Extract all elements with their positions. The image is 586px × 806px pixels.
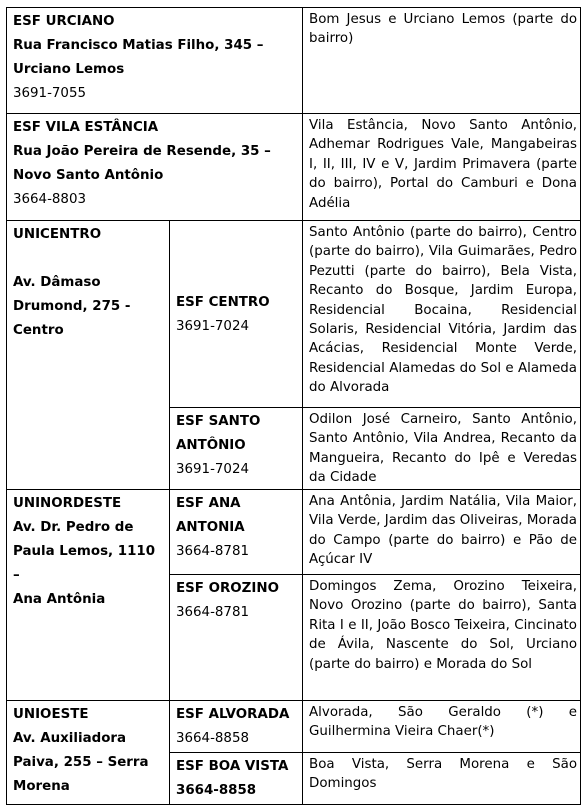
unit-cell-vila-estancia (7, 114, 303, 221)
unit-address-line1: Rua Francisco Matias Filho, 345 – (13, 38, 264, 53)
coverage-text: Domingos Zema, Orozino Teixeira, Novo Orozino (parte do bairro), Santa Rita I e II, João Bosco Teixeira, Cincinato de Ávila, Nascente do Sol, Urciano (parte do bairro) e Morada do Sol (309, 579, 578, 672)
coverage-text: Bom Jesus e Urciano Lemos (parte do bairro) (309, 12, 578, 47)
team-name-line1: ESF SANTO (176, 414, 261, 429)
table-row-vila-estancia (7, 114, 581, 221)
coverage-text: Ana Antônia, Jardim Natália, Vila Maior, Vila Verde, Jardim das Oliveiras, Morada do Campo (parte do bairro) e Pão de Açúcar IV (309, 494, 578, 568)
unit-address-line2: Drumond, 275 - (13, 299, 131, 314)
team-phone: 3664-8781 (176, 544, 249, 559)
coverage-cell-centro (303, 221, 581, 408)
team-name: ESF CENTRO (176, 294, 270, 310)
coverage-text: Vila Estância, Novo Santo Antônio, Adhemar Rodrigues Vale, Mangabeiras I, II, III, IV e V, Jardim Primavera (parte do bairro), Portal do Camburi e Dona Adélia (309, 118, 578, 211)
team-cell-centro (170, 221, 303, 408)
unit-name: ESF VILA ESTÂNCIA (13, 120, 159, 135)
unit-name: ESF URCIANO (13, 14, 115, 29)
team-phone: 3664-8858 (176, 783, 257, 798)
unit-address-line3: Centro (13, 323, 64, 338)
unit-address-line1: Av. Auxiliadora (13, 731, 127, 746)
coverage-cell-alvorada (303, 701, 581, 753)
unit-address-line2: Urciano Lemos (13, 62, 125, 77)
unit-cell-unicentro (7, 221, 170, 490)
team-phone: 3691-7024 (176, 318, 249, 334)
team-name: ESF OROZINO (176, 581, 279, 596)
unit-address-line1: Av. Dr. Pedro de (13, 520, 134, 535)
unit-cell-uninordeste (7, 490, 170, 701)
coverage-text: Odilon José Carneiro, Santo Antônio, Santo Antônio, Vila Andrea, Recanto da Mangueira, Recanto do Ipê e Veredas da Cidade (309, 412, 578, 486)
team-cell-ana-antonia (170, 490, 303, 575)
coverage-cell-urciano (303, 8, 581, 114)
coverage-text: Santo Antônio (parte do bairro), Centro (parte do bairro), Vila Guimarães, Pedro Pezutti (parte do bairro), Bela Vista, Recanto do Bosque, Jardim Europa, Residencial Bocaina, Residencial Solaris, Residencial Vitória, Jardim das Acácias, Residencial Monte Verde, Residencial Alamedas do Sol e Alameda do Alvorada (309, 225, 578, 396)
team-name-line2: ANTONIA (176, 520, 245, 535)
table-row-urciano (7, 8, 581, 114)
coverage-cell-boa-vista (303, 753, 581, 805)
coverage-cell-vila-estancia (303, 114, 581, 221)
table-row-unioeste-alvorada (7, 701, 581, 753)
coverage-cell-orozino (303, 575, 581, 701)
team-cell-alvorada (170, 701, 303, 753)
unit-phone: 3664-8803 (13, 192, 86, 207)
table-row-unicentro-centro (7, 221, 581, 408)
unit-address-line1: Rua João Pereira de Resende, 35 – (13, 144, 271, 159)
unit-address-line2: Paiva, 255 – Serra (13, 755, 149, 770)
team-phone: 3664-8858 (176, 731, 249, 746)
unit-name: UNIOESTE (13, 707, 89, 722)
table-row-uninordeste-ana-antonia (7, 490, 581, 575)
team-name: ESF ALVORADA (176, 707, 290, 722)
health-units-table (6, 7, 581, 805)
coverage-cell-santo-antonio (303, 408, 581, 490)
team-phone: 3691-7024 (176, 462, 249, 477)
coverage-text: Alvorada, São Geraldo (*) e Guilhermina Vieira Chaer(*) (309, 705, 578, 740)
unit-cell-unioeste (7, 701, 170, 805)
team-cell-orozino (170, 575, 303, 701)
unit-phone: 3691-7055 (13, 86, 86, 101)
unit-address-line3: Morena (13, 779, 70, 794)
unit-address-line2: Novo Santo Antônio (13, 168, 164, 183)
team-cell-santo-antonio (170, 408, 303, 490)
coverage-cell-ana-antonia (303, 490, 581, 575)
unit-cell-urciano (7, 8, 303, 114)
team-name: ESF BOA VISTA (176, 759, 289, 774)
team-name-line1: ESF ANA (176, 496, 241, 511)
coverage-text: Boa Vista, Serra Morena e São Domingos (309, 757, 578, 792)
unit-address-line3: Ana Antônia (13, 592, 106, 607)
unit-address-line1: Av. Dâmaso (13, 275, 101, 290)
team-name-line2: ANTÔNIO (176, 438, 246, 453)
team-phone: 3664-8781 (176, 605, 249, 620)
team-cell-boa-vista (170, 753, 303, 805)
unit-name: UNINORDESTE (13, 496, 122, 511)
unit-name: UNICENTRO (13, 227, 102, 242)
unit-address-line2: Paula Lemos, 1110 – (13, 544, 156, 583)
